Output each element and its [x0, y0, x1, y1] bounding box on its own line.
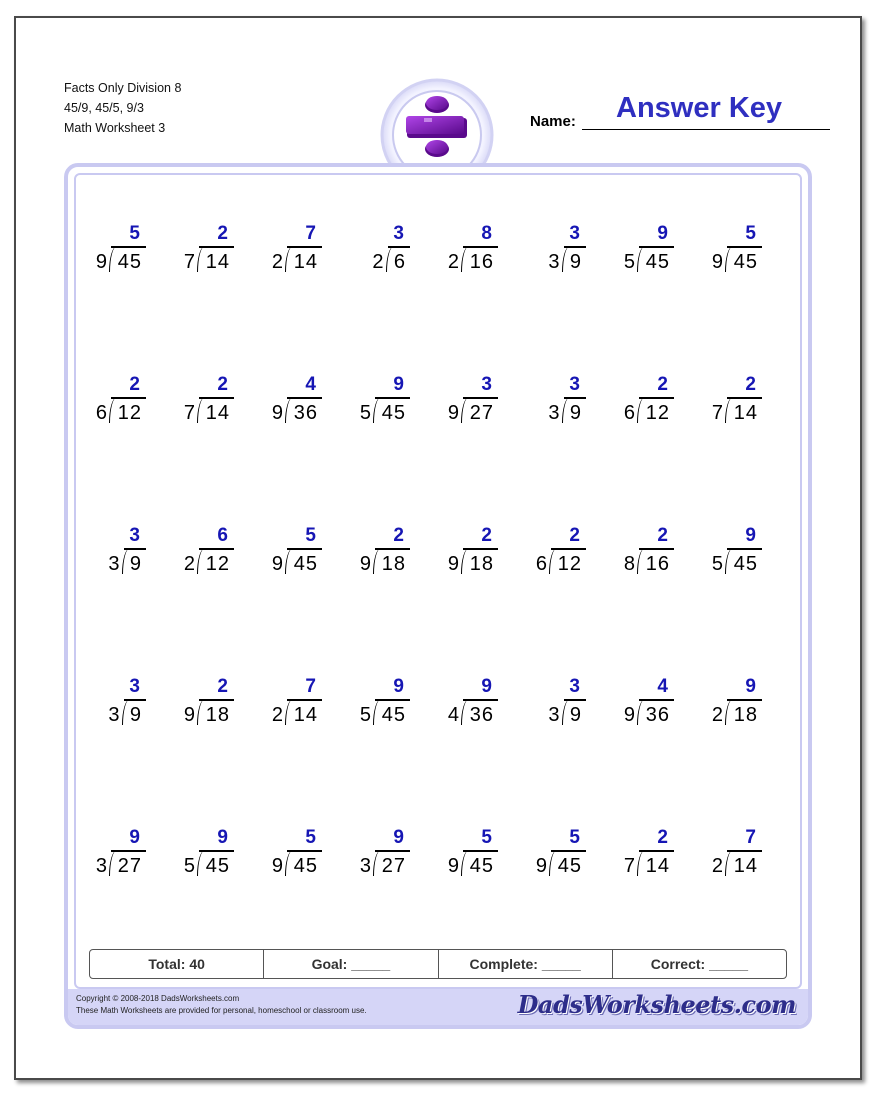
quotient-answer: 3: [129, 676, 140, 697]
division-problem: [418, 224, 498, 280]
dividend: 45: [733, 251, 758, 273]
divisor: 9: [183, 704, 195, 726]
division-bracket: [197, 397, 206, 423]
division-problem: [594, 224, 674, 280]
dividend: 9: [569, 251, 582, 273]
divisor: 5: [623, 251, 635, 273]
division-bracket: [373, 699, 382, 725]
quotient-answer: 5: [745, 223, 756, 244]
dividend: 45: [381, 402, 406, 424]
divisor: 9: [359, 553, 371, 575]
worksheet-header: [64, 78, 181, 138]
quotient-answer: 2: [657, 374, 668, 395]
usage-line: These Math Worksheets are provided for personal, homeschool or classroom use.: [76, 1006, 367, 1015]
goal-cell: Goal: _____: [264, 950, 438, 978]
quotient-answer: 2: [217, 676, 228, 697]
dividend: 45: [469, 855, 494, 877]
quotient-answer: 8: [481, 223, 492, 244]
quotient-answer: 7: [305, 223, 316, 244]
divisor: 5: [711, 553, 723, 575]
division-bracket: [285, 850, 294, 876]
quotient-answer: 9: [657, 223, 668, 244]
division-problem: [154, 224, 234, 280]
quotient-answer: 4: [657, 676, 668, 697]
division-bracket: [637, 548, 646, 574]
divisor: 3: [108, 553, 120, 575]
division-problem: [594, 828, 674, 884]
divisor: 2: [271, 251, 283, 273]
division-bracket: [197, 246, 206, 272]
quotient-answer: 9: [393, 676, 404, 697]
division-problem: [330, 526, 410, 582]
dividend: 9: [129, 704, 142, 726]
divisor: 9: [271, 855, 283, 877]
divisor: 9: [271, 402, 283, 424]
divisor: 3: [548, 251, 560, 273]
division-problem: [594, 375, 674, 431]
divisor: 2: [183, 553, 195, 575]
dividend: 45: [205, 855, 230, 877]
division-bracket: [637, 850, 646, 876]
division-bracket: [725, 548, 734, 574]
division-bracket: [285, 548, 294, 574]
answer-key-title: Answer Key: [616, 92, 783, 124]
division-problem: [418, 526, 498, 582]
quotient-answer: 9: [481, 676, 492, 697]
division-problem: [506, 677, 586, 733]
dividend: 12: [557, 553, 582, 575]
division-bracket: [461, 850, 470, 876]
dividend: 9: [569, 704, 582, 726]
name-label: Name:: [530, 113, 576, 130]
division-problem: [330, 828, 410, 884]
dividend: 14: [733, 855, 758, 877]
division-problem: [242, 224, 322, 280]
dividend: 12: [205, 553, 230, 575]
divisor: 9: [447, 553, 459, 575]
divisor: 9: [623, 704, 635, 726]
dividend: 18: [733, 704, 758, 726]
quotient-answer: 9: [393, 374, 404, 395]
dividend: 12: [645, 402, 670, 424]
division-problem: [330, 224, 410, 280]
division-bracket: [549, 850, 558, 876]
worksheet-subtitle: 45/9, 45/5, 9/3: [64, 101, 144, 115]
divisor: 4: [447, 704, 459, 726]
quotient-answer: 4: [305, 374, 316, 395]
dividend: 14: [293, 704, 318, 726]
divisor: 6: [623, 402, 635, 424]
division-bracket: [373, 548, 382, 574]
division-bracket: [285, 397, 294, 423]
dividend: 36: [469, 704, 494, 726]
division-bracket: [285, 246, 294, 272]
division-problem: [330, 375, 410, 431]
division-problem: [242, 677, 322, 733]
complete-cell: Complete: _____: [439, 950, 613, 978]
division-problem: [506, 526, 586, 582]
quotient-answer: 3: [393, 223, 404, 244]
division-bracket: [725, 246, 734, 272]
division-problem: [506, 375, 586, 431]
dividend: 45: [645, 251, 670, 273]
quotient-answer: 5: [569, 827, 580, 848]
division-problem: [242, 526, 322, 582]
division-bracket: [373, 850, 382, 876]
quotient-answer: 7: [745, 827, 756, 848]
division-bracket: [725, 397, 734, 423]
divisor: 9: [95, 251, 107, 273]
division-bracket: [461, 246, 470, 272]
quotient-answer: 2: [745, 374, 756, 395]
division-bracket: [109, 246, 118, 272]
dividend: 45: [381, 704, 406, 726]
dividend: 14: [645, 855, 670, 877]
division-problem: [66, 224, 146, 280]
divisor: 9: [447, 402, 459, 424]
dividend: 18: [469, 553, 494, 575]
divisor: 5: [359, 704, 371, 726]
division-problem: [682, 526, 762, 582]
divisor: 7: [183, 402, 195, 424]
division-problem: [242, 375, 322, 431]
division-problem: [66, 526, 146, 582]
division-problem: [418, 828, 498, 884]
dividend: 14: [205, 251, 230, 273]
divisor: 7: [623, 855, 635, 877]
division-bracket: [549, 548, 558, 574]
quotient-answer: 2: [217, 374, 228, 395]
quotient-answer: 5: [305, 525, 316, 546]
divisor: 5: [183, 855, 195, 877]
dividend: 16: [469, 251, 494, 273]
dividend: 9: [569, 402, 582, 424]
quotient-answer: 2: [217, 223, 228, 244]
divisor: 2: [372, 251, 384, 273]
divisor: 6: [535, 553, 547, 575]
dividend: 6: [393, 251, 406, 273]
dividend: 45: [557, 855, 582, 877]
quotient-answer: 5: [129, 223, 140, 244]
division-problem: [506, 224, 586, 280]
division-problem: [66, 677, 146, 733]
quotient-answer: 7: [305, 676, 316, 697]
division-bracket: [725, 699, 734, 725]
quotient-answer: 9: [129, 827, 140, 848]
quotient-answer: 5: [305, 827, 316, 848]
division-problem: [682, 828, 762, 884]
dividend: 16: [645, 553, 670, 575]
quotient-answer: 2: [657, 827, 668, 848]
division-bracket: [637, 699, 646, 725]
quotient-answer: 6: [217, 525, 228, 546]
problems-frame: [64, 163, 812, 1029]
divisor: 3: [108, 704, 120, 726]
copyright-notice: [76, 993, 367, 1017]
division-problem: [242, 828, 322, 884]
division-problem: [66, 828, 146, 884]
quotient-answer: 2: [393, 525, 404, 546]
division-problem: [594, 526, 674, 582]
quotient-answer: 9: [393, 827, 404, 848]
dividend: 18: [205, 704, 230, 726]
quotient-answer: 2: [657, 525, 668, 546]
division-bracket: [285, 699, 294, 725]
division-problem: [682, 677, 762, 733]
divisor: 8: [623, 553, 635, 575]
division-problem: [418, 375, 498, 431]
division-problem: [154, 526, 234, 582]
divisor: 9: [447, 855, 459, 877]
name-underline: [582, 129, 830, 130]
dividend: 14: [293, 251, 318, 273]
dividend: 45: [117, 251, 142, 273]
division-bracket: [461, 548, 470, 574]
dividend: 9: [129, 553, 142, 575]
divisor: 2: [711, 704, 723, 726]
dividend: 12: [117, 402, 142, 424]
division-problem: [66, 375, 146, 431]
division-bracket: [197, 548, 206, 574]
dividend: 27: [469, 402, 494, 424]
divisor: 2: [447, 251, 459, 273]
quotient-answer: 2: [481, 525, 492, 546]
dividend: 36: [645, 704, 670, 726]
dividend: 45: [293, 553, 318, 575]
quotient-answer: 2: [129, 374, 140, 395]
divisor: 9: [711, 251, 723, 273]
quotient-answer: 5: [481, 827, 492, 848]
worksheet-title: Facts Only Division 8: [64, 81, 182, 95]
correct-cell: Correct: _____: [650, 956, 749, 972]
division-bracket: [373, 397, 382, 423]
quotient-answer: 3: [569, 223, 580, 244]
division-bracket: [197, 699, 206, 725]
copyright-line: Copyright © 2008-2018 DadsWorksheets.com: [76, 994, 240, 1003]
divisor: 9: [535, 855, 547, 877]
brand-logo: DadsWorksheets.com: [517, 990, 796, 1019]
division-problem: [418, 677, 498, 733]
division-bracket: [109, 397, 118, 423]
quotient-answer: 9: [217, 827, 228, 848]
division-problem: [682, 375, 762, 431]
division-problem: [330, 677, 410, 733]
score-table: [89, 949, 787, 979]
quotient-answer: 3: [481, 374, 492, 395]
dividend: 14: [733, 402, 758, 424]
quotient-answer: 3: [569, 374, 580, 395]
division-problem: [154, 375, 234, 431]
division-bracket: [461, 699, 470, 725]
division-problem: [154, 677, 234, 733]
division-bracket: [109, 850, 118, 876]
divisor: 5: [359, 402, 371, 424]
quotient-answer: 2: [569, 525, 580, 546]
dividend: 27: [117, 855, 142, 877]
dividend: 45: [733, 553, 758, 575]
total-cell: Total: 40: [90, 950, 264, 978]
dividend: 45: [293, 855, 318, 877]
division-bracket: [197, 850, 206, 876]
division-bracket: [637, 397, 646, 423]
division-bracket: [725, 850, 734, 876]
quotient-answer: 9: [745, 676, 756, 697]
divisor: 3: [548, 402, 560, 424]
divisor: 9: [271, 553, 283, 575]
dividend: 14: [205, 402, 230, 424]
division-problem: [594, 677, 674, 733]
dividend: 18: [381, 553, 406, 575]
frame-footer: [68, 989, 808, 1025]
name-field: [530, 92, 830, 132]
division-problem: [154, 828, 234, 884]
divisor: 2: [711, 855, 723, 877]
divisor: 3: [359, 855, 371, 877]
division-problem: [506, 828, 586, 884]
division-problem: [682, 224, 762, 280]
dividend: 36: [293, 402, 318, 424]
worksheet-number: Math Worksheet 3: [64, 121, 166, 135]
divisor: 3: [548, 704, 560, 726]
dividend: 27: [381, 855, 406, 877]
divisor: 2: [271, 704, 283, 726]
divisor: 3: [95, 855, 107, 877]
divisor: 7: [711, 402, 723, 424]
divisor: 6: [95, 402, 107, 424]
division-bracket: [637, 246, 646, 272]
divisor: 7: [183, 251, 195, 273]
quotient-answer: 3: [569, 676, 580, 697]
division-bracket: [461, 397, 470, 423]
quotient-answer: 9: [745, 525, 756, 546]
quotient-answer: 3: [129, 525, 140, 546]
